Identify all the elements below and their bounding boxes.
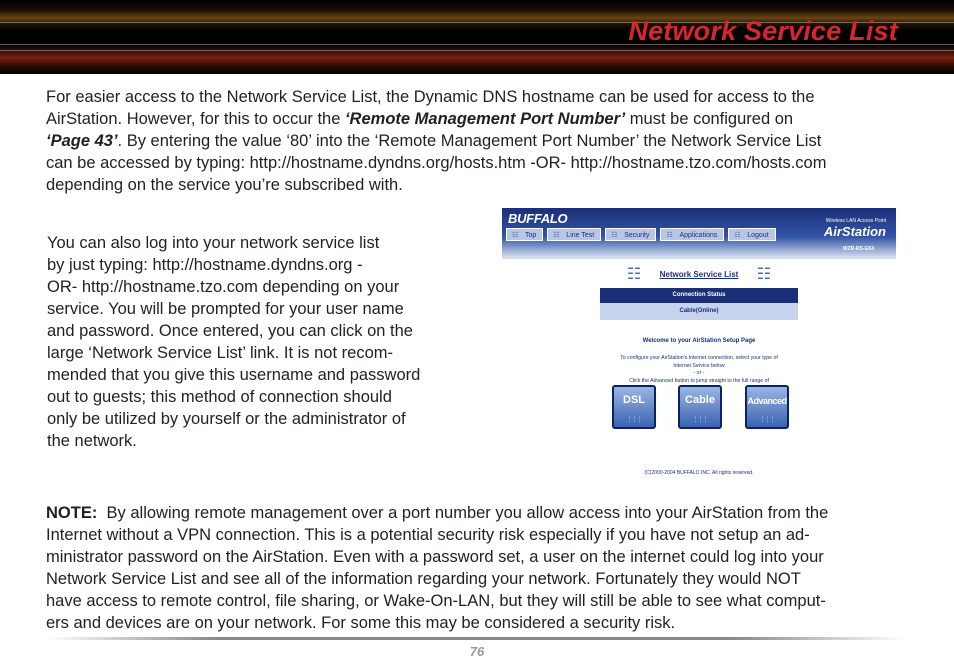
intro-text: must be configured on [625, 110, 794, 128]
nav-logout[interactable]: ☷ Logout [728, 228, 775, 241]
network-service-list-link[interactable]: Network Service List [659, 269, 739, 279]
login-line: only be utilized by yourself or the administrator of [47, 410, 406, 428]
intro-text: AirStation. However, for this to occur the [46, 110, 345, 128]
instruction-line: To configure your AirStation's Internet connection, select your type of [620, 355, 778, 361]
login-line: mended that you give this username and password [47, 366, 421, 384]
intro-text: can be accessed by typing: http://hostname.dyndns.org/hosts.htm -OR- http://hostname.tzo.com/hosts.com [46, 154, 827, 172]
login-line: the network. [47, 432, 137, 450]
button-dots-icon: ⋮⋮⋮ [692, 417, 708, 423]
banner-line [0, 50, 954, 51]
page-number: 76 [469, 644, 485, 659]
screenshot-nav [506, 228, 776, 241]
airstation-logo: AirStation [823, 224, 886, 239]
note-label: NOTE: [46, 504, 98, 522]
connection-status-box [600, 288, 798, 320]
login-line: service. You will be prompted for your user name [47, 300, 404, 318]
intro-text: . By entering the value ‘80’ into the ‘Remote Management Port Number’ the Network Service List [117, 132, 822, 150]
intro-line [46, 152, 926, 174]
connection-status-header: Connection Status [600, 288, 798, 303]
button-dots-icon: ⋮⋮⋮ [759, 417, 775, 423]
note-line [46, 502, 926, 524]
header-banner [0, 0, 954, 74]
note-text: By allowing remote management over a port number you allow access into your AirStation from the [97, 504, 829, 522]
intro-text: For easier access to the Network Service List, the Dynamic DNS hostname can be used for access to the [46, 88, 815, 106]
note-line: ers and devices are on your network. For some this may be considered a security risk. [46, 614, 676, 632]
footer-rule [46, 637, 904, 640]
nav-top[interactable]: ☷ Top [506, 228, 543, 241]
note-line: Network Service List and see all of the information regarding your network. Fortunately they would NOT [46, 570, 801, 588]
welcome-heading: Welcome to your AirStation Setup Page [642, 338, 756, 344]
instruction-line: Click the Advanced button to jump straight to the full range of [629, 377, 769, 384]
intro-line [46, 86, 926, 108]
intro-text: depending on the service you’re subscribed with. [46, 176, 403, 194]
intro-line [46, 108, 926, 130]
cable-button[interactable] [678, 385, 722, 429]
intro-line [46, 174, 926, 196]
model-label: WZR-RS-G54 [842, 246, 874, 252]
note-line: Internet without a VPN connection. This is a potential security risk especially if you have not setup an ad- [46, 526, 810, 544]
network-service-list-row [502, 264, 896, 284]
intro-paragraph [46, 86, 926, 196]
page-title: Network Service List [628, 16, 898, 46]
buffalo-logo: BUFFALO [508, 211, 568, 226]
network-icon: ☷ [756, 266, 772, 283]
button-dots-icon: ⋮⋮⋮ [626, 417, 642, 423]
login-line: OR- http://hostname.tzo.com depending on your [47, 278, 400, 296]
connection-status-value: Cable(Online) [600, 303, 798, 320]
note-line: have access to remote control, file sharing, or Wake-On-LAN, but they will still be able to see what comput- [46, 592, 826, 610]
login-line: by just typing: http://hostname.dyndns.org - [47, 256, 363, 274]
intro-emphasis: ‘Page 43’ [46, 132, 118, 150]
note-line: ministrator password on the AirStation. Even with a password set, a user on the internet could log into your [46, 548, 824, 566]
screenshot-header [502, 208, 896, 256]
network-icon: ☷ [626, 266, 642, 283]
login-line: and password. Once entered, you can click on the [47, 322, 413, 340]
nav-line-test[interactable]: ☷ Line Test [547, 228, 601, 241]
screenshot-copyright: (C)2000-2004 BUFFALO INC. All rights reserved. [644, 470, 754, 476]
login-line: large ‘Network Service List’ link. It is not recom- [47, 344, 393, 362]
screenshot-divider [502, 256, 896, 259]
nav-applications[interactable]: ☷ Applications [660, 228, 724, 241]
instruction-line: Internet Service below [673, 362, 725, 369]
airstation-screenshot [502, 208, 896, 484]
advanced-button-label: Advanced [747, 396, 787, 406]
product-line-label: Wireless LAN Access Point [825, 218, 886, 224]
dsl-button[interactable] [612, 385, 656, 429]
dsl-button-label: DSL [623, 394, 645, 406]
cable-button-label: Cable [685, 394, 715, 406]
nav-security[interactable]: ☷ Security [605, 228, 656, 241]
setup-instructions [600, 355, 798, 385]
instruction-line: - or - [693, 370, 705, 376]
intro-emphasis: ‘Remote Management Port Number’ [344, 110, 626, 128]
login-line: You can also log into your network service list [47, 234, 380, 252]
note-paragraph [46, 502, 926, 634]
advanced-button[interactable] [745, 385, 789, 429]
login-paragraph [47, 232, 467, 452]
intro-line [46, 130, 926, 152]
login-line: out to guests; this method of connection should [47, 388, 392, 406]
